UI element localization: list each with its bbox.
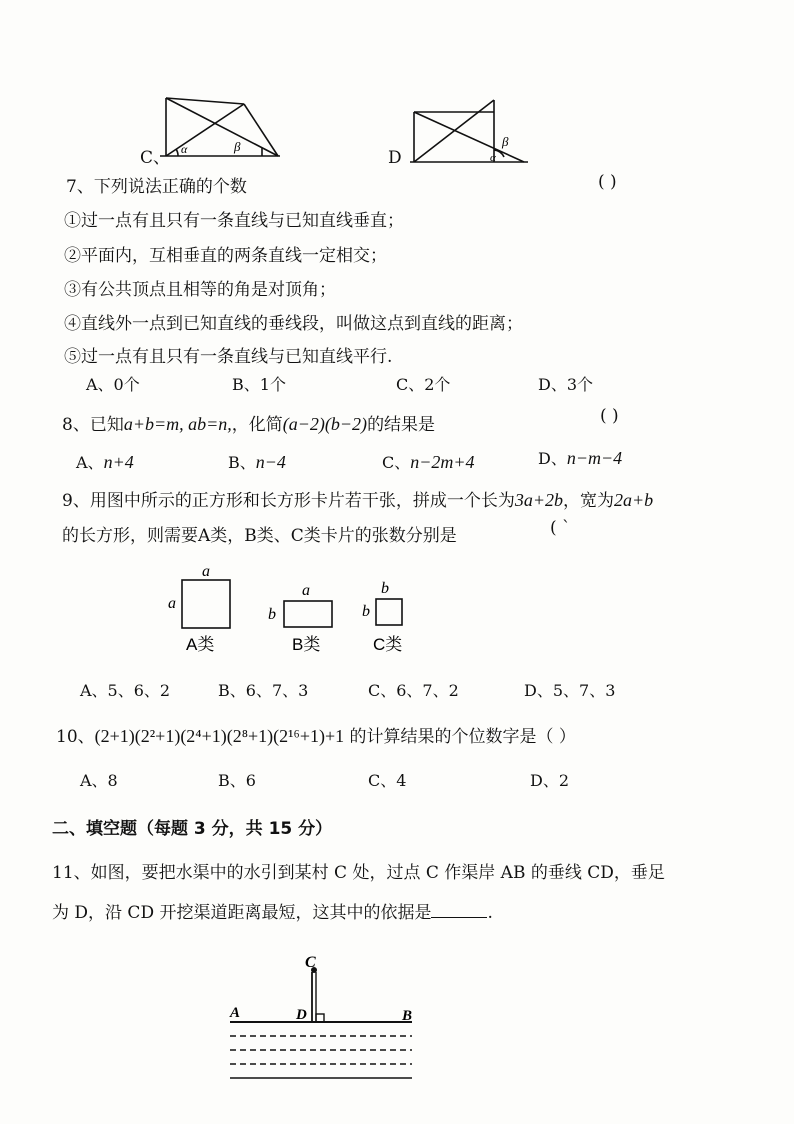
q7-answer-paren: ( )	[598, 172, 617, 192]
q9-option-d: D、5、7、3	[524, 681, 616, 700]
right-angle-mark	[316, 1014, 324, 1022]
q9-width: 2a+b	[613, 490, 654, 510]
section-2-title: 二、填空题（每题 3 分，共 15 分）	[52, 819, 333, 839]
q11-line-1: 11、如图，要把水渠中的水引到某村 C 处，过点 C 作渠岸 AB 的垂线 CD，垂足	[52, 863, 665, 883]
q8-option-c-letter: C、	[382, 453, 411, 472]
card-c-top-label: b	[381, 580, 389, 597]
q10-option-b: B、6	[218, 771, 256, 790]
q7-statement-2: ②平面内，互相垂直的两条直线一定相交；	[64, 246, 387, 266]
q9-answer-paren: ( ˋ	[550, 518, 571, 538]
card-c-side-label: b	[362, 603, 370, 620]
card-a-name: A类	[186, 635, 215, 654]
label-d: D	[296, 1007, 307, 1023]
q9-option-c: C、6、7、2	[368, 681, 459, 700]
q7-option-a: A、0个	[86, 375, 140, 394]
label-b: B	[402, 1008, 413, 1024]
q7-option-c: C、2个	[396, 375, 451, 394]
q9-line-1-mid: ，宽为	[562, 491, 614, 511]
q7-option-d: D、3个	[538, 375, 594, 394]
figure-c-label: C、	[140, 148, 171, 168]
q7-statement-3: ③有公共顶点且相等的角是对顶角；	[64, 280, 336, 300]
q7-statement-4: ④直线外一点到已知直线的垂线段，叫做这点到直线的距离；	[64, 314, 523, 334]
q10-option-d: D、2	[530, 771, 570, 790]
q8-middle: ，化简	[231, 415, 283, 435]
card-b-name: B类	[292, 635, 321, 654]
q9-line-2: 的长方形，则需要A类，B类、C类卡片的张数分别是	[62, 526, 457, 546]
q8-answer-paren: ( )	[600, 406, 619, 426]
card-b-side-label: b	[268, 606, 276, 623]
q10-expression: (2+1)(2²+1)(2⁴+1)(2⁸+1)(2¹⁶+1)+1	[94, 726, 345, 746]
q7-statement-1: ①过一点有且只有一条直线与已知直线垂直；	[64, 211, 404, 231]
fig-c-beta: β	[234, 139, 241, 154]
q11-line-2-end: .	[487, 903, 493, 923]
card-c-name: C类	[373, 635, 403, 654]
q8-expression: (a−2)(b−2)	[282, 414, 368, 434]
q11-line-2-text: 为 D，沿 CD 开挖渠道距离最短，这其中的依据是	[52, 903, 432, 923]
q8-option-d-letter: D、	[538, 449, 567, 468]
q8-option-a-letter: A、	[76, 453, 104, 472]
q8-option-b-expr: n−4	[255, 452, 286, 472]
q8-option-c-expr: n−2m+4	[410, 452, 475, 472]
fig-c-alpha: α	[181, 142, 188, 156]
q9-option-b: B、6、7、3	[218, 681, 309, 700]
q7-statement-5: ⑤过一点有且只有一条直线与已知直线平行.	[64, 347, 393, 367]
q8-option-a-expr: n+4	[103, 452, 134, 472]
q8-prefix: 8、已知	[62, 415, 124, 435]
q8-suffix: 的结果是	[367, 415, 436, 435]
fig-d-alpha: α	[490, 152, 496, 164]
q8-option-d-expr: n−m−4	[566, 448, 623, 468]
q9-option-a: A、5、6、2	[80, 681, 171, 700]
q9-line-1-text: 9、用图中所示的正方形和长方形卡片若干张，拼成一个长为	[62, 491, 515, 511]
q7-option-b: B、1个	[232, 375, 286, 394]
q10-option-c: C、4	[368, 771, 407, 790]
q9-length: 3a+2b	[514, 490, 563, 510]
card-a-side-label: a	[168, 595, 176, 612]
figure-d-label: D	[388, 148, 402, 168]
label-c: C	[305, 954, 316, 971]
fig-d-beta: β	[502, 134, 509, 149]
q10-number: 10、	[56, 727, 95, 747]
q10-suffix: 的计算结果的个位数字是（ ）	[349, 727, 576, 747]
label-a: A	[230, 1005, 241, 1021]
q10-option-a: A、8	[80, 771, 118, 790]
q7-stem: 7、下列说法正确的个数	[66, 177, 247, 197]
q8-option-b-letter: B、	[228, 453, 256, 472]
card-a-top-label: a	[202, 563, 210, 580]
card-b-top-label: a	[302, 582, 310, 599]
q8-condition: a+b=m, ab=n,	[123, 414, 232, 434]
